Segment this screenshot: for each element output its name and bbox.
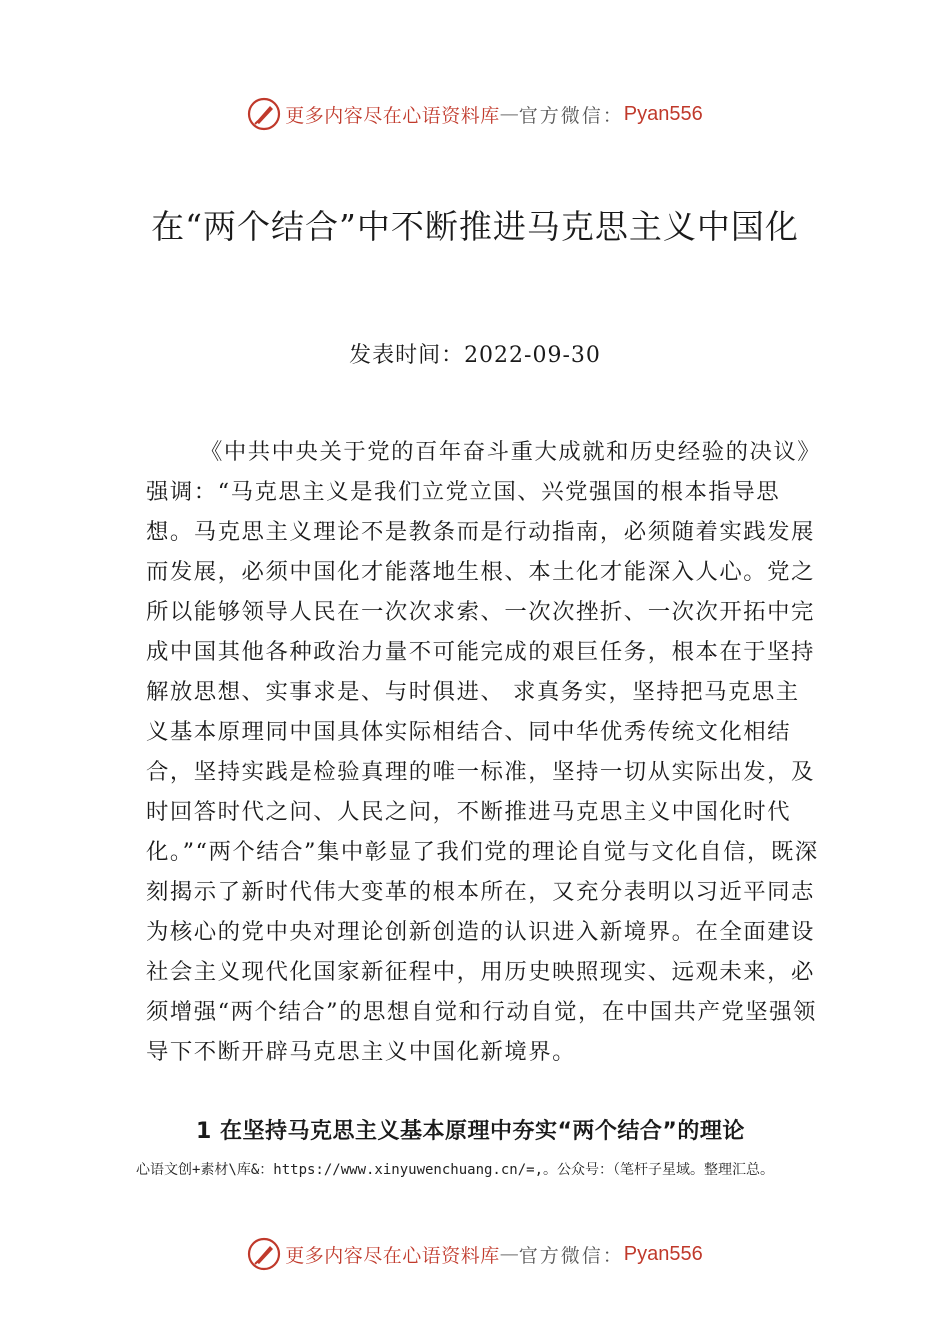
banner-wechat-label: 官方微信： <box>518 1244 624 1267</box>
banner-wechat-label: 官方微信： <box>518 104 624 127</box>
banner-wechat-id: Pyan556 <box>623 102 703 125</box>
banner-site-text: 更多内容尽在心语资料库 <box>285 1244 500 1267</box>
banner-site-text: 更多内容尽在心语资料库 <box>285 104 500 127</box>
footer-banner <box>0 1232 950 1276</box>
banner-dash: — <box>499 1243 519 1265</box>
article-paragraph: 《中共中央关于党的百年奋斗重大成就和历史经验的决议》强调：“马克思主义是我们立党立国、兴党强国的根本指导思想。马克思主义理论不是教条而是行动指南，必须随着实践发展而发展，必须中国化才能落地生根、本土化才能深入人心。党之所以能够领导人民在一次次求索、一次次挫折、一次次开拓中完成中国其他各种政治力量不可能完成的艰巨任务，根本在于坚持解放思想、实事求是、与时俱进、 求真务实，坚持把马克思主义基本原理同中国具体实际相结合、同中华优秀传统文化相结合，坚持实践是检验真理的唯一标准，坚持一切从实际出发，及时回答时代之问、人民之问，不断推进马克思主义中国化时代化。”“两个结合”集中彰显了我们党的理论自觉与文化自信，既深刻揭示了新时代伟大变革的根本所在，又充分表明以习近平同志为核心的党中央对理论创新创造的认识进入新境界。在全面建设社会主义现代化国家新征程中，用历史映照现实、远观未来，必须增强“两个结合”的思想自觉和行动自觉，在中国共产党坚强领导下不断开辟马克思主义中国化新境界。 <box>146 439 822 1065</box>
quill-logo-icon <box>247 97 281 131</box>
quill-logo-icon <box>247 1237 281 1271</box>
header-banner <box>0 92 950 136</box>
article-title: 在“两个结合”中不断推进马克思主义中国化 <box>151 207 799 246</box>
banner-dash: — <box>499 103 519 125</box>
section-heading: 1 在坚持马克思主义基本原理中夯实“两个结合”的理论 <box>196 1119 745 1144</box>
publish-date: 发表时间：2022-09-30 <box>349 343 601 368</box>
source-footnote: 心语文创+素材\库&：https://www.xinyuwenchuang.cn/=,。公众号：（笔杆子星域。整理汇总。 <box>136 1162 775 1178</box>
banner-wechat-id: Pyan556 <box>623 1242 703 1265</box>
